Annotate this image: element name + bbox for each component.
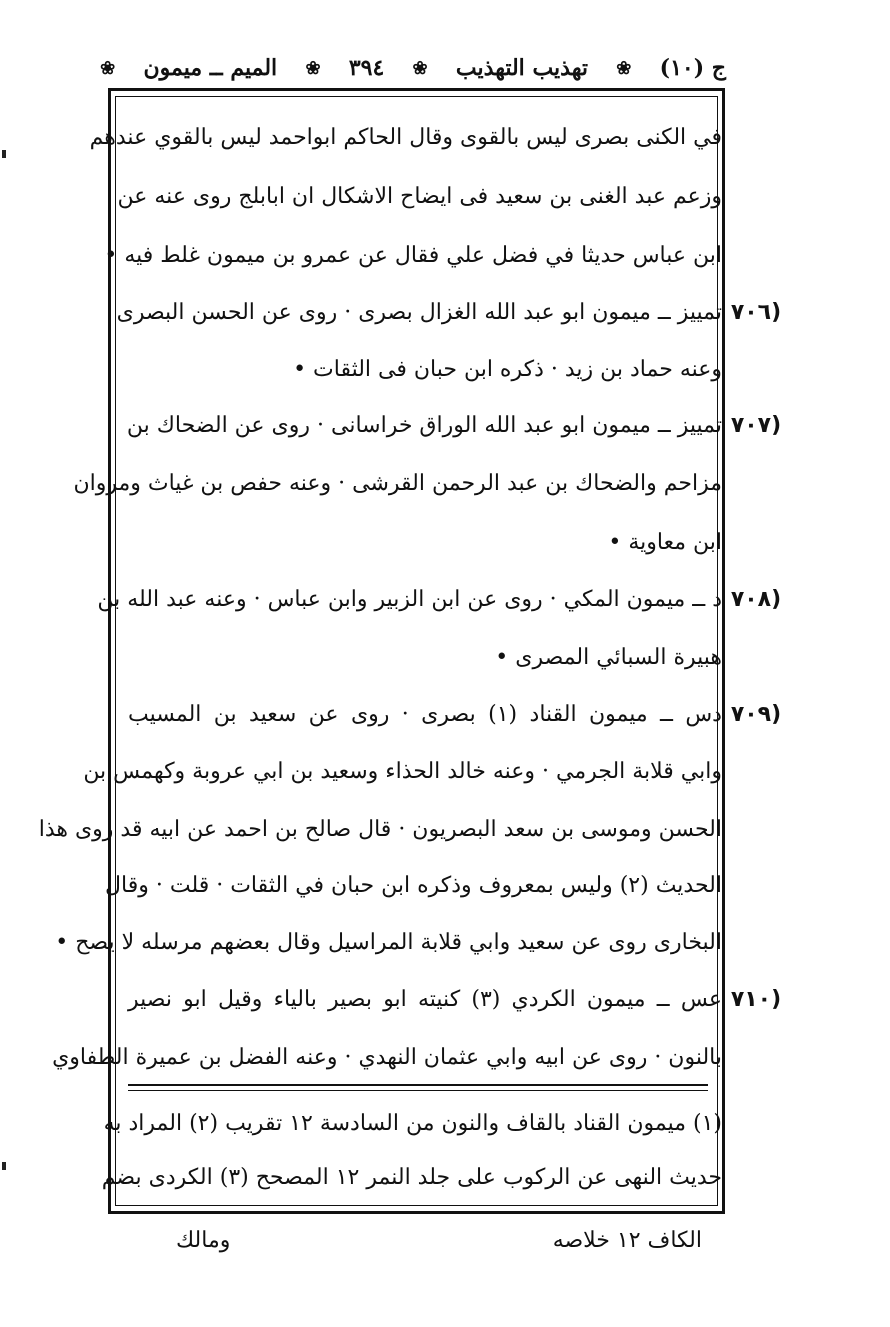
page-number: ٣٩٤	[348, 55, 385, 81]
ornament-icon: ❀	[616, 57, 632, 79]
text-line: وزعم عبد الغنى بن سعيد فى ايضاح الاشكال ان ابابلج روى عنه عن	[117, 184, 722, 209]
text-line: دس ــ ميمون القناد (١) بصرى · روى عن سعيد بن المسيب	[128, 702, 722, 727]
text-line: تمييز ــ ميمون ابو عبد الله الغزال بصرى · روى عن الحسن البصرى	[116, 300, 722, 325]
book-title: تهذيب التهذيب	[455, 55, 588, 81]
margin-mark	[2, 150, 6, 158]
running-header	[96, 48, 726, 88]
catchword-right: الكاف ١٢ خلاصه	[552, 1228, 702, 1253]
text-line: في الكنى بصرى ليس بالقوى وقال الحاكم ابواحمد ليس بالقوي عندهم	[89, 125, 722, 150]
text-line: البخارى روى عن سعيد وابي قلابة المراسيل وقال بعضهم مرسله لا يصح •	[55, 930, 722, 955]
footnote-separator	[128, 1084, 708, 1086]
entry-number: (٧٠٧	[730, 413, 782, 438]
catchword-left: ومالك	[176, 1228, 231, 1253]
entry-number: (٧١٠	[730, 987, 782, 1012]
entry-number: (٧٠٦	[730, 300, 782, 325]
text-line: وعنه حماد بن زيد · ذكره ابن حبان فى الثقات •	[293, 357, 722, 382]
text-line: عس ــ ميمون الكردي (٣) كنيته ابو بصير بالياء وقيل ابو نصير	[128, 987, 722, 1012]
entry-number: (٧٠٩	[730, 702, 782, 727]
text-line: بالنون · روى عن ابيه وابي عثمان النهدي · وعنه الفضل بن عميرة الطفاوي	[52, 1045, 722, 1070]
ornament-icon: ❀	[412, 57, 428, 79]
ornament-icon: ❀	[305, 57, 321, 79]
text-line: هبيرة السبائي المصرى •	[495, 645, 722, 670]
footnote-separator	[128, 1090, 708, 1091]
margin-mark	[2, 1162, 6, 1170]
volume-label: ج (١٠)	[659, 55, 726, 81]
section-title: الميم ــ ميمون	[143, 55, 278, 81]
text-line: وابي قلابة الجرمي · وعنه خالد الحذاء وسعيد بن ابي عروبة وكهمس بن	[83, 759, 722, 784]
text-line: الحديث (٢) وليس بمعروف وذكره ابن حبان في الثقات · قلت · وقال	[105, 873, 722, 898]
footnote-line: حديث النهى عن الركوب على جلد النمر ١٢ المصحح (٣) الكردى بضم	[101, 1165, 722, 1190]
footnote-line: (١) ميمون القناد بالقاف والنون من السادسة ١٢ تقريب (٢) المراد به	[103, 1111, 722, 1136]
text-line: مزاحم والضحاك بن عبد الرحمن القرشى · وعنه حفص بن غياث ومروان	[73, 471, 722, 496]
text-line: ابن عباس حديثا في فضل علي فقال عن عمرو بن ميمون غلط فيه •	[104, 243, 722, 268]
text-line: د ــ ميمون المكي · روى عن ابن الزبير وابن عباس · وعنه عبد الله بن	[97, 587, 722, 612]
text-line: الحسن وموسى بن سعد البصريون · قال صالح بن احمد عن ابيه قد روى هذا	[38, 817, 722, 842]
text-line: تمييز ــ ميمون ابو عبد الله الوراق خراسانى · روى عن الضحاك بن	[126, 413, 722, 438]
text-line: ابن معاوية •	[608, 530, 722, 555]
ornament-icon: ❀	[100, 57, 116, 79]
entry-number: (٧٠٨	[730, 587, 782, 612]
